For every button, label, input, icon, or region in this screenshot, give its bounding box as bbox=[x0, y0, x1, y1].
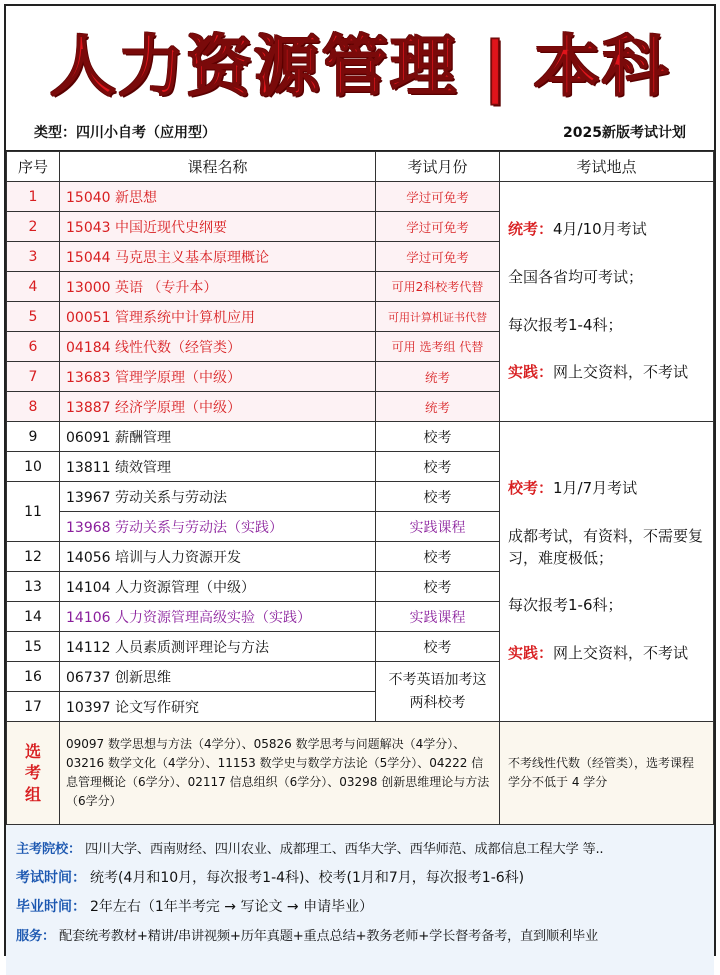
row-month: 学过可免考 bbox=[376, 212, 500, 242]
table-header-row bbox=[7, 152, 714, 182]
row-no: 12 bbox=[7, 542, 60, 572]
row-month: 校考 bbox=[376, 572, 500, 602]
row-month: 学过可免考 bbox=[376, 182, 500, 212]
page-title: 人力资源管理 | 本科 bbox=[49, 27, 671, 105]
elective-courses: 09097 数学思想与方法（4学分）、05826 数学思考与问题解决（4学分）、03216 数学文化（4学分）、11153 数学史与数学方法论（5学分）、04222 信息管理概论（6学分）、02117 信息组织（6学分）、03298 创新思维理论与方法（6学分） bbox=[60, 722, 500, 825]
row-course: 13968 劳动关系与劳动法（实践） bbox=[60, 512, 376, 542]
row-course: 14056 培训与人力资源开发 bbox=[60, 542, 376, 572]
row-course: 14104 人力资源管理（中级） bbox=[60, 572, 376, 602]
table-row bbox=[7, 182, 714, 212]
plan-line: 2025新版考试计划 bbox=[563, 125, 686, 141]
row-course: 14112 人员素质测评理论与方法 bbox=[60, 632, 376, 662]
row-no: 7 bbox=[7, 362, 60, 392]
row-month: 可用 选考组 代替 bbox=[376, 332, 500, 362]
elective-row bbox=[7, 722, 714, 825]
row-month: 可用2科校考代替 bbox=[376, 272, 500, 302]
loc-label: 实践： bbox=[508, 644, 554, 663]
subheader bbox=[6, 114, 714, 151]
row-course: 04184 线性代数（经管类） bbox=[60, 332, 376, 362]
loc-text: 每次报考1-4科； bbox=[508, 315, 623, 334]
footer-row-service: 服务： 配套统考教材+精讲/串讲视频+历年真题+重点总结+教务老师+学长督考备考，直到顺利毕业 bbox=[16, 929, 598, 944]
footer-row-exam-time: 考试时间： 统考(4月和10月，每次报考1-4科)、校考(1月和7月，每次报考1-6科) bbox=[16, 869, 525, 886]
loc-text: 网上交资料，不考试 bbox=[553, 644, 689, 663]
location-national bbox=[500, 182, 714, 422]
row-no: 15 bbox=[7, 632, 60, 662]
row-month: 校考 bbox=[376, 452, 500, 482]
row-course: 06737 创新思维 bbox=[60, 662, 376, 692]
row-no: 1 bbox=[7, 182, 60, 212]
location-school bbox=[500, 422, 714, 722]
row-month: 校考 bbox=[376, 422, 500, 452]
footer-info bbox=[6, 825, 714, 975]
row-course: 06091 薪酬管理 bbox=[60, 422, 376, 452]
row-month: 学过可免考 bbox=[376, 242, 500, 272]
row-course: 13683 管理学原理（中级） bbox=[60, 362, 376, 392]
row-month: 实践课程 bbox=[376, 602, 500, 632]
row-month: 不考英语加考这两科校考 bbox=[376, 662, 500, 722]
header-no: 序号 bbox=[7, 152, 60, 182]
row-month: 校考 bbox=[376, 632, 500, 662]
course-table bbox=[6, 151, 714, 825]
elective-label: 选考组 bbox=[7, 722, 60, 825]
loc-label: 统考： bbox=[508, 220, 554, 238]
row-course: 13811 绩效管理 bbox=[60, 452, 376, 482]
row-month: 可用计算机证书代替 bbox=[376, 302, 500, 332]
row-no: 14 bbox=[7, 602, 60, 632]
loc-label: 实践： bbox=[508, 363, 554, 382]
footer-row-schools: 主考院校： 四川大学、西南财经、四川农业、成都理工、西华大学、西华师范、成都信息工程大学 等.. bbox=[16, 842, 604, 857]
row-no: 6 bbox=[7, 332, 60, 362]
loc-text: 成都考试，有资料，不需要复习，难度极低； bbox=[508, 526, 704, 567]
row-month: 校考 bbox=[376, 542, 500, 572]
loc-text: 全国各省均可考试； bbox=[508, 267, 644, 286]
row-no: 4 bbox=[7, 272, 60, 302]
loc-text: 4月/10月考试 bbox=[553, 220, 647, 238]
row-no: 3 bbox=[7, 242, 60, 272]
loc-text: 1月/7月考试 bbox=[553, 479, 638, 498]
row-course: 13000 英语 （专升本） bbox=[60, 272, 376, 302]
row-no: 5 bbox=[7, 302, 60, 332]
row-course: 15044 马克思主义基本原理概论 bbox=[60, 242, 376, 272]
row-course: 13967 劳动关系与劳动法 bbox=[60, 482, 376, 512]
loc-label: 校考： bbox=[508, 479, 554, 498]
row-course: 14106 人力资源管理高级实验（实践） bbox=[60, 602, 376, 632]
plan-sheet bbox=[4, 4, 716, 956]
table-row bbox=[7, 422, 714, 452]
row-course: 13887 经济学原理（中级） bbox=[60, 392, 376, 422]
row-month: 统考 bbox=[376, 362, 500, 392]
row-month: 统考 bbox=[376, 392, 500, 422]
row-course: 10397 论文写作研究 bbox=[60, 692, 376, 722]
row-month: 实践课程 bbox=[376, 512, 500, 542]
row-no: 9 bbox=[7, 422, 60, 452]
row-month: 校考 bbox=[376, 482, 500, 512]
row-course: 00051 管理系统中计算机应用 bbox=[60, 302, 376, 332]
row-course: 15043 中国近现代史纲要 bbox=[60, 212, 376, 242]
elective-note: 不考线性代数（经管类），选考课程学分不低于 4 学分 bbox=[500, 722, 714, 825]
row-course: 15040 新思想 bbox=[60, 182, 376, 212]
footer-row-graduation: 毕业时间： 2年左右（1年半考完 → 写论文 → 申请毕业） bbox=[16, 898, 374, 915]
header-location: 考试地点 bbox=[500, 152, 714, 182]
row-no: 11 bbox=[7, 482, 60, 542]
row-no: 13 bbox=[7, 572, 60, 602]
header-month: 考试月份 bbox=[376, 152, 500, 182]
header-course: 课程名称 bbox=[60, 152, 376, 182]
row-no: 16 bbox=[7, 662, 60, 692]
row-no: 17 bbox=[7, 692, 60, 722]
loc-text: 网上交资料，不考试 bbox=[553, 363, 689, 382]
row-no: 10 bbox=[7, 452, 60, 482]
row-no: 8 bbox=[7, 392, 60, 422]
row-no: 2 bbox=[7, 212, 60, 242]
loc-text: 每次报考1-6科； bbox=[508, 596, 623, 615]
type-line: 类型：四川小自考（应用型） bbox=[34, 125, 216, 141]
